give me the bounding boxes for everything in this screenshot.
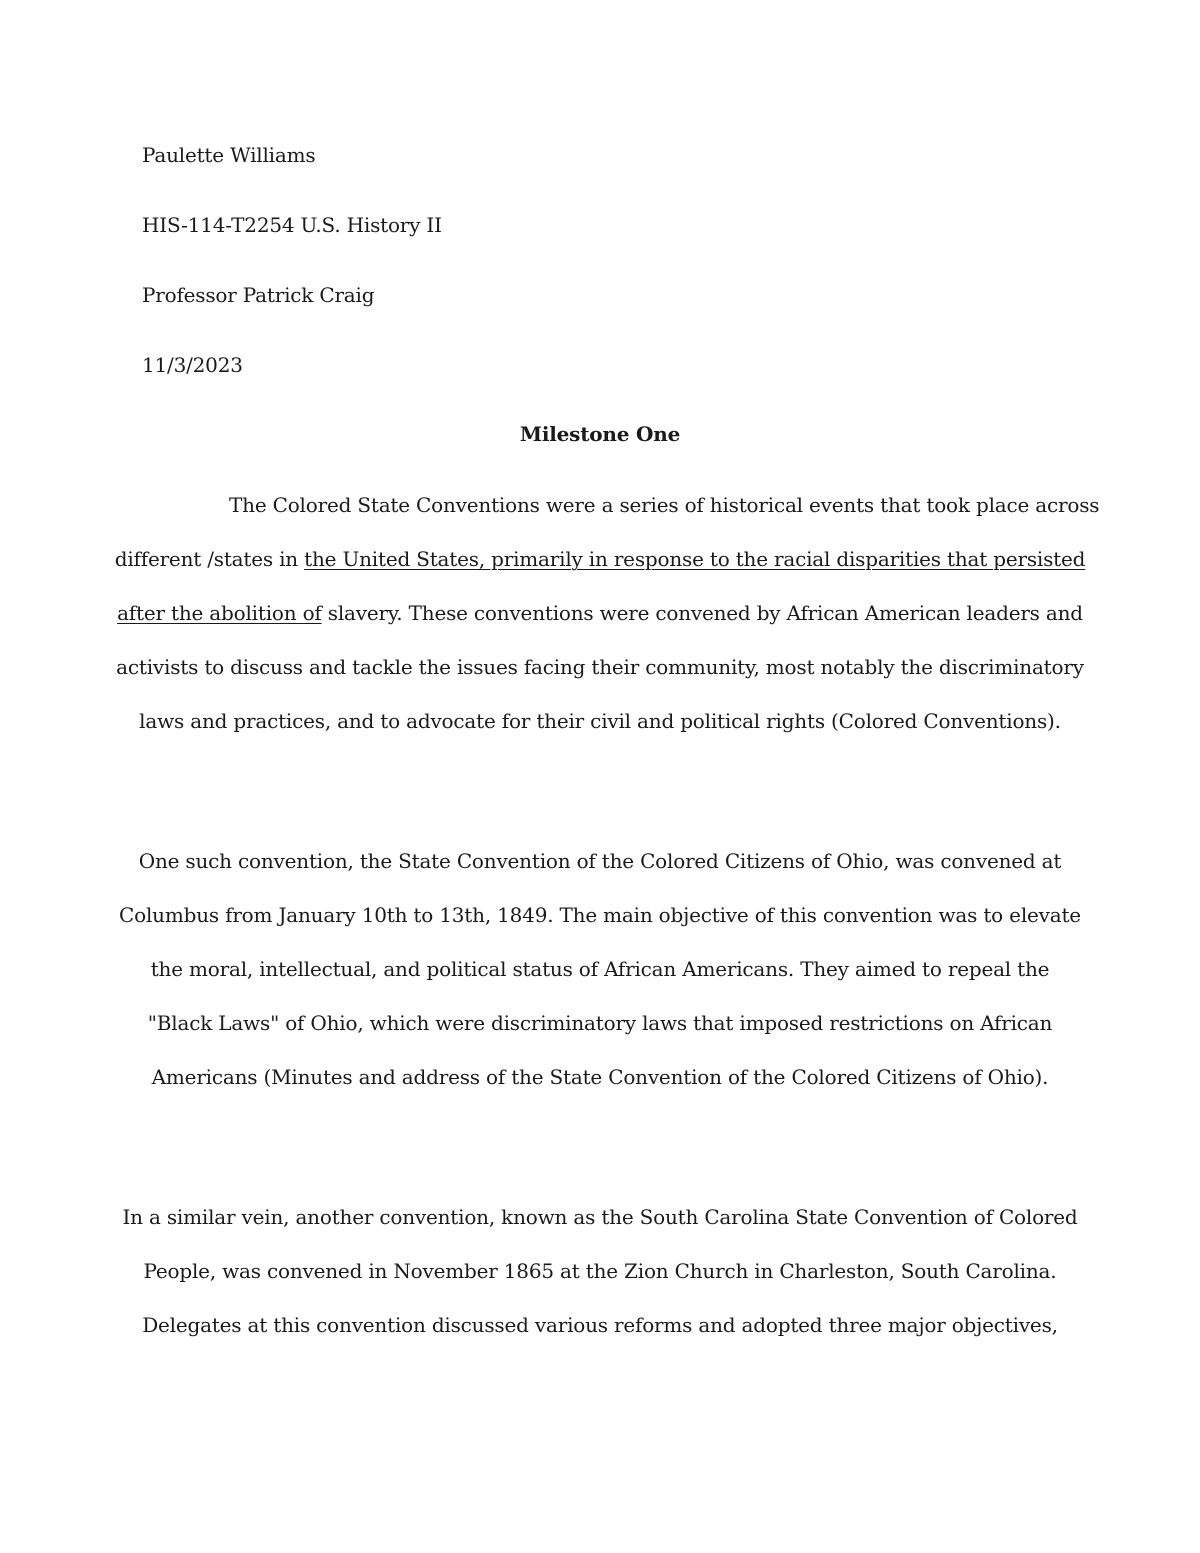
paragraph-1-line-2-text: different /states in bbox=[114, 547, 305, 571]
underlined-text: after the abolition of bbox=[117, 601, 322, 625]
document-title: Milestone One bbox=[519, 422, 681, 446]
paragraph-2-line-3: the moral, intellectual, and political status of African Americans. They aimed to repeal the bbox=[150, 957, 1050, 981]
document-date: 11/3/2023 bbox=[142, 353, 243, 377]
paragraph-3-line-3: Delegates at this convention discussed various reforms and adopted three major objectives, bbox=[142, 1313, 1058, 1337]
paragraph-1-line-4: activists to discuss and tackle the issues facing their community, most notably the discriminatory bbox=[116, 655, 1084, 679]
paragraph-1-line-3 bbox=[0, 601, 1200, 625]
paragraph-1-line-1: The Colored State Conventions were a series of historical events that took place across bbox=[229, 493, 1100, 517]
paragraph-2-line-1: One such convention, the State Convention of the Colored Citizens of Ohio, was convened at bbox=[138, 849, 1062, 873]
paragraph-1-line-2 bbox=[0, 547, 1200, 571]
underlined-text: the United States, primarily in response to the racial disparities that persisted bbox=[304, 547, 1086, 571]
paragraph-1-line-5: laws and practices, and to advocate for their civil and political rights (Colored Conventions). bbox=[139, 709, 1061, 733]
instructor-name: Professor Patrick Craig bbox=[142, 283, 375, 307]
paragraph-3-line-1: In a similar vein, another convention, known as the South Carolina State Convention of Colored bbox=[122, 1205, 1078, 1229]
paragraph-2-line-2: Columbus from January 10th to 13th, 1849. The main objective of this convention was to elevate bbox=[119, 903, 1081, 927]
course-name: HIS-114-T2254 U.S. History II bbox=[142, 213, 442, 237]
paragraph-2-line-5: Americans (Minutes and address of the State Convention of the Colored Citizens of Ohio). bbox=[151, 1065, 1049, 1089]
author-name: Paulette Williams bbox=[142, 143, 316, 167]
paragraph-2-line-4: "Black Laws" of Ohio, which were discriminatory laws that imposed restrictions on African bbox=[147, 1011, 1053, 1035]
paragraph-3-line-2: People, was convened in November 1865 at the Zion Church in Charleston, South Carolina. bbox=[143, 1259, 1057, 1283]
paragraph-1-line-3-text: slavery. These conventions were convened by African American leaders and bbox=[321, 601, 1083, 625]
